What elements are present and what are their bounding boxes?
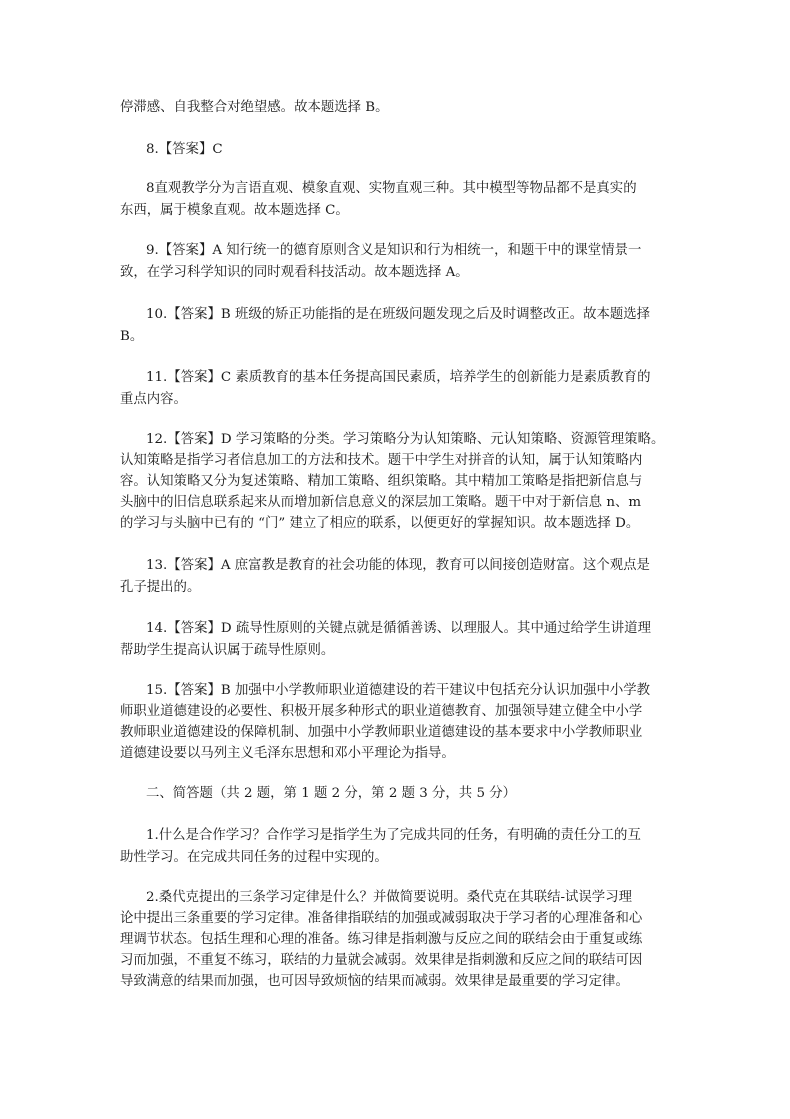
text-line: 12.【答案】D 学习策略的分类。学习策略分为认知策略、元认知策略、资源管理策略。 — [146, 432, 665, 447]
text-line: 理调节状态。包括生理和心理的准备。练习律是指刺激与反应之间的联结会由于重复或练 — [120, 932, 643, 947]
text-line: 停滞感、自我整合对绝望感。故本题选择 B。 — [120, 100, 389, 115]
text-line: 重点内容。 — [120, 392, 187, 407]
text-line: 帮助学生提高认识属于疏导性原则。 — [120, 643, 335, 658]
text-line: 14.【答案】D 疏导性原则的关键点就是循循善诱、以理服人。其中通过给学生讲道理 — [146, 621, 651, 636]
text-line: 论中提出三条重要的学习定律。准备律指联结的加强或减弱取决于学习者的心理准备和心 — [120, 911, 643, 926]
text-line: 8.【答案】C — [146, 142, 223, 157]
text-line: 头脑中的旧信息联系起来从而增加新信息意义的深层加工策略。题干中对于新信息 n、m — [120, 495, 642, 510]
text-line: 致，在学习科学知识的同时观看科技活动。故本题选择 A。 — [120, 265, 469, 280]
text-line: 10.【答案】B 班级的矫正功能指的是在班级问题发现之后及时调整改正。故本题选择 — [146, 307, 651, 322]
text-line: 9.【答案】A 知行统一的德育原则含义是知识和行为相统一，和题干中的课堂情景一 — [146, 243, 642, 258]
text-line: 教师职业道德建设的保障机制、加强中小学教师职业道德建设的基本要求中小学教师职业 — [120, 725, 643, 740]
text-line: 习而加强，不重复不练习，联结的力量就会减弱。效果律是指刺激和反应之间的联结可因 — [120, 953, 643, 968]
text-line: 二、简答题（共 2 题，第 1 题 2 分，第 2 题 3 分，共 5 分） — [146, 786, 517, 801]
text-line: 的学习与头脑中已有的 “门” 建立了相应的联系，以便更好的掌握知识。故本题选择 D。 — [120, 516, 640, 531]
text-line: 15.【答案】B 加强中小学教师职业道德建设的若干建议中包括充分认识加强中小学教 — [146, 683, 651, 698]
text-line: 认知策略是指学习者信息加工的方法和技术。题干中学生对拼音的认知，属于认知策略内 — [120, 453, 643, 468]
text-line: 8直观教学分为言语直观、模象直观、实物直观三种。其中模型等物品都不是真实的 — [146, 181, 637, 196]
text-line: 导致满意的结果而加强，也可因导致烦恼的结果而减弱。效果律是最重要的学习定律。 — [120, 974, 629, 989]
text-line: 师职业道德建设的必要性、积极开展多种形式的职业道德教育、加强领导建立健全中小学 — [120, 704, 643, 719]
text-line: 道德建设要以马列主义毛泽东思想和邓小平理论为指导。 — [120, 746, 455, 761]
text-line: B。 — [120, 329, 144, 344]
text-line: 1.什么是合作学习？合作学习是指学生为了完成共同的任务，有明确的责任分工的互 — [146, 828, 641, 843]
text-line: 助性学习。在完成共同任务的过程中实现的。 — [120, 850, 388, 865]
text-line: 孔子提出的。 — [120, 580, 201, 595]
text-line: 容。认知策略又分为复述策略、精加工策略、组织策略。其中精加工策略是指把新信息与 — [120, 474, 643, 489]
text-line: 2.桑代克提出的三条学习定律是什么？并做简要说明。桑代克在其联结-试误学习理 — [146, 890, 632, 905]
text-line: 东西，属于模象直观。故本题选择 C。 — [120, 203, 349, 218]
text-line: 13.【答案】A 庶富教是教育的社会功能的体现，教育可以间接创造财富。这个观点是 — [146, 558, 650, 573]
text-line: 11.【答案】C 素质教育的基本任务提高国民素质，培养学生的创新能力是素质教育的 — [146, 370, 651, 385]
